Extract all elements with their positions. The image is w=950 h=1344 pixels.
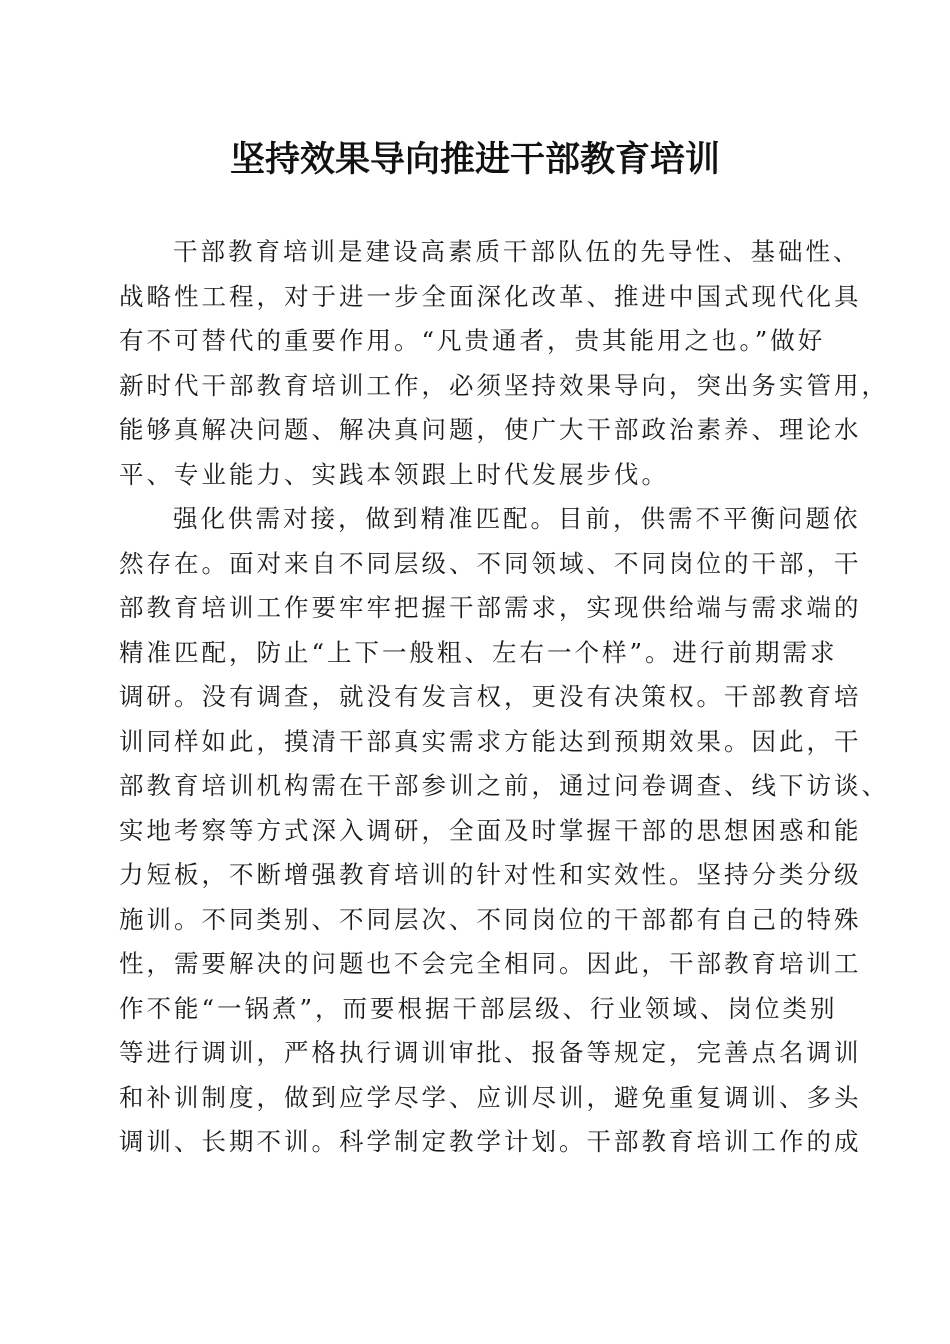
paragraph-line: 能够真解决问题、解决真问题，使广大干部政治素养、理论水	[119, 415, 862, 444]
paragraph-line: 作不能“一锅煮”，而要根据干部层级、行业领域、岗位类别	[119, 993, 838, 1023]
paragraph-line: 调训、长期不训。科学制定教学计划。干部教育培训工作的成	[119, 1127, 862, 1156]
paragraph-line: 有不可替代的重要作用。“凡贵通者，贵其能用之也。”做好	[119, 326, 826, 355]
paragraph-line: 然存在。面对来自不同层级、不同领域、不同岗位的干部，干	[119, 548, 862, 578]
paragraph-line: 战略性工程，对于进一步全面深化改革、推进中国式现代化具	[119, 281, 862, 311]
paragraph-line: 精准匹配，防止“上下一般粗、左右一个样”。进行前期需求	[119, 637, 838, 667]
paragraph-line: 实地考察等方式深入调研，全面及时掌握干部的思想困惑和能	[119, 815, 862, 845]
paragraph-1	[119, 230, 889, 497]
paragraph-line: 施训。不同类别、不同层次、不同岗位的干部都有自己的特殊	[119, 904, 862, 934]
paragraph-line: 和补训制度，做到应学尽学、应训尽训，避免重复调训、多头	[119, 1082, 862, 1112]
document-title: 坚持效果导向推进干部教育培训	[229, 139, 720, 180]
paragraph-line: 干部教育培训是建设高素质干部队伍的先导性、基础性、	[173, 237, 861, 266]
paragraph-line: 调研。没有调查，就没有发言权，更没有决策权。干部教育培	[119, 682, 862, 711]
paragraph-line: 等进行调训，严格执行调训审批、报备等规定，完善点名调训	[119, 1038, 862, 1067]
paragraph-line: 力短板，不断增强教育培训的针对性和实效性。坚持分类分级	[119, 860, 862, 889]
paragraph-line: 新时代干部教育培训工作，必须坚持效果导向，突出务实管用，	[119, 370, 889, 400]
paragraph-line: 部教育培训工作要牢牢把握干部需求，实现供给端与需求端的	[119, 593, 862, 622]
paragraph-line: 强化供需对接，做到精准匹配。目前，供需不平衡问题依	[173, 504, 861, 533]
paragraph-2	[119, 497, 889, 1165]
paragraph-line: 平、专业能力、实践本领跟上时代发展步伐。	[119, 459, 669, 489]
document-body	[119, 230, 889, 1165]
paragraph-line: 性，需要解决的问题也不会完全相同。因此，干部教育培训工	[119, 949, 862, 978]
paragraph-line: 训同样如此，摸清干部真实需求方能达到预期效果。因此，干	[119, 726, 862, 756]
paragraph-line: 部教育培训机构需在干部参训之前，通过问卷调查、线下访谈、	[119, 771, 889, 800]
